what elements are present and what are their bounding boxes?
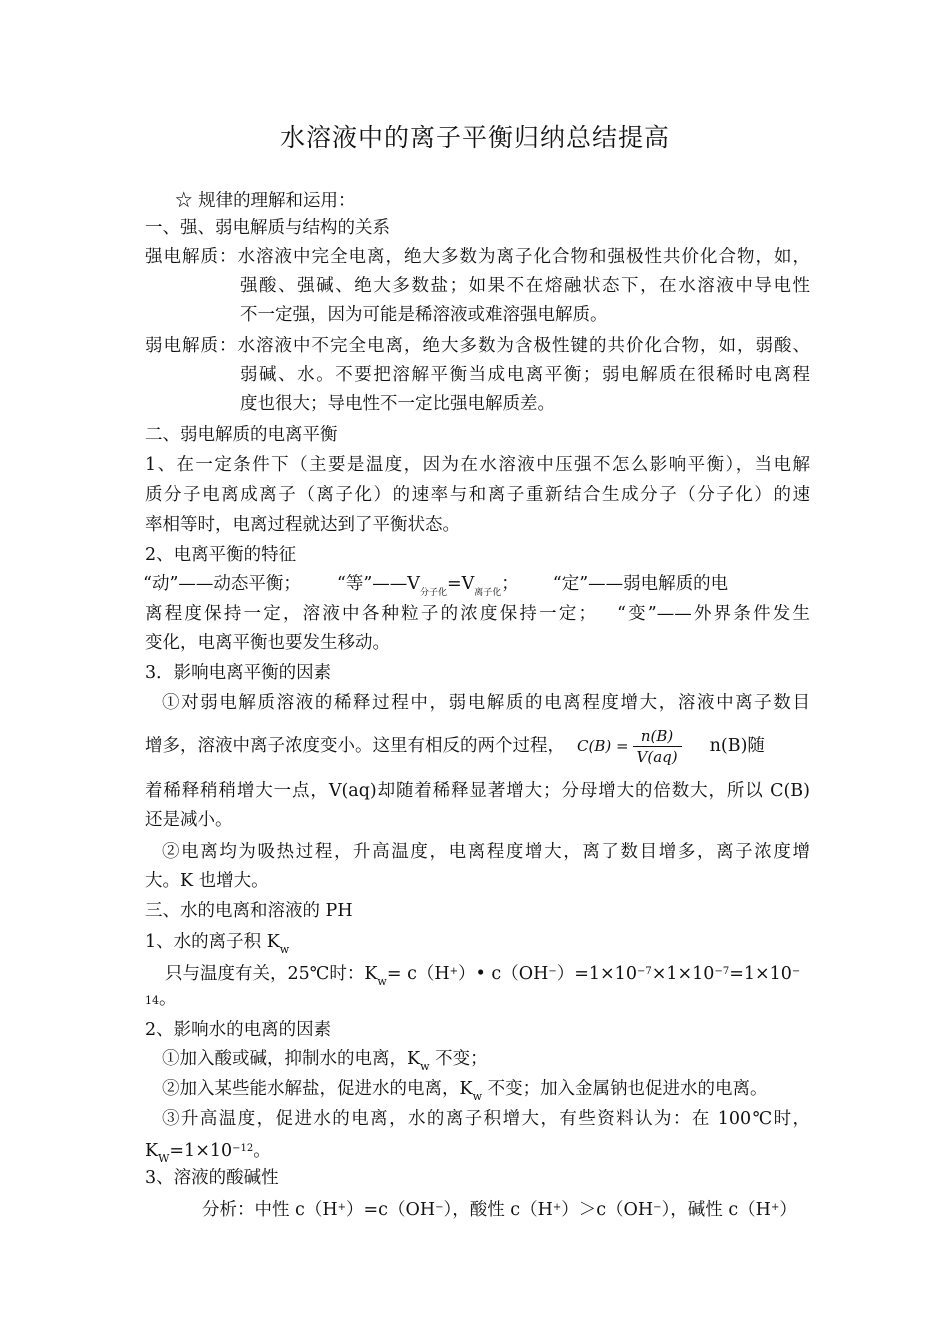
text-run: 。	[253, 1141, 271, 1161]
paragraph-line: ②电离均为吸热过程，升高温度，电离程度增大，离了数目增多，离子浓度增	[162, 842, 810, 862]
paragraph-line: 变化，电离平衡也要发生移动。	[145, 633, 390, 653]
superscript: +	[770, 1202, 780, 1213]
superscript: −7	[636, 966, 652, 977]
subscript: w	[420, 1060, 430, 1073]
superscript: −7	[714, 966, 730, 977]
subscript: w	[279, 943, 290, 956]
superscript: +	[337, 1202, 347, 1213]
text-run: 分析：中性 c（H	[202, 1200, 338, 1220]
subsection-heading: 2、电离平衡的特征	[145, 545, 297, 565]
section-heading-2: 二、弱电解质的电离平衡	[145, 425, 338, 445]
subsection-heading: 2、影响水的电离的因素	[145, 1020, 332, 1040]
text-run: K	[145, 1141, 159, 1161]
paragraph-line: 质分子电离成离子（离子化）的速率与和离子重新结合生成分子（分子化）的速	[145, 485, 810, 505]
paragraph-line: 弱电解质：水溶液中不完全电离，绝大多数为含极性键的共价化合物，如，弱酸、	[145, 336, 810, 356]
paragraph-line: 不一定强，因为可能是稀溶液或难溶强电解质。	[240, 305, 608, 325]
subsection-heading: 3．影响电离平衡的因素	[145, 663, 332, 683]
superscript: −	[548, 966, 557, 977]
paragraph-line	[202, 1193, 810, 1225]
section-heading-3: 三、水的电离和溶液的 PH	[145, 901, 353, 921]
paragraph-line: 大。K 也增大。	[145, 871, 269, 891]
text-run: ），碱性 c（H	[661, 1200, 771, 1220]
subscript: w	[377, 975, 387, 988]
text-run: “动”——动态平衡；	[143, 574, 301, 594]
paragraph-line: 1、在一定条件下（主要是温度，因为在水溶液中压强不怎么影响平衡），当电解	[145, 455, 810, 475]
superscript: +	[449, 966, 459, 977]
paragraph-line: 离程度保持一定，溶液中各种粒子的浓度保持一定； “变”——外界条件发生	[145, 604, 810, 624]
text-run: 只与温度有关，25℃时：K	[165, 964, 378, 984]
text-run: 1、水的离子积 K	[145, 932, 280, 952]
text-run: “定”——弱电解质的电	[552, 574, 729, 594]
subscript: w	[472, 1090, 482, 1103]
text-run: ①加入酸或碱，抑制水的电离，K	[162, 1049, 421, 1069]
paragraph-line: 强电解质：水溶液中完全电离，绝大多数为离子化合物和强极性共价化合物，如，	[145, 247, 810, 267]
text-run: =1×10	[729, 964, 792, 984]
superscript: −12	[232, 1143, 254, 1154]
section-heading-1: 一、强、弱电解质与结构的关系	[145, 218, 390, 238]
paragraph-line: 率相等时，电离过程就达到了平衡状态。	[145, 515, 460, 535]
text-run: ×1×10	[651, 964, 715, 984]
text-run: ）=c（OH	[346, 1200, 436, 1220]
text-run: ②加入某些能水解盐，促进水的电离，K	[162, 1079, 473, 1099]
superscript: 14	[145, 994, 159, 1007]
paragraph-line: 着稀释稍稍增大一点，V(aq)却随着稀释显著增大；分母增大的倍数大，所以 C(B)	[145, 781, 810, 801]
superscript: +	[552, 1202, 562, 1213]
subscript: W	[158, 1152, 170, 1165]
superscript: −	[791, 966, 801, 977]
paragraph-line: 强酸、强碱、绝大多数盐；如果不在熔融状态下，在水溶液中导电性	[240, 276, 810, 296]
subscript: 离子化	[474, 588, 502, 598]
paragraph-line: ①对弱电解质溶液的稀释过程中，弱电解质的电离程度增大，溶液中离子数目	[162, 693, 810, 713]
fraction-numerator: n(B)	[633, 726, 682, 747]
paragraph-line: ③升高温度，促进水的电离，水的离子积增大，有些资料认为：在 100℃时，	[162, 1109, 810, 1129]
text-run: “等”——V	[336, 574, 420, 594]
text-run: ）	[779, 1200, 797, 1220]
paragraph-line: 还是减小。	[145, 810, 233, 830]
page-title: 水溶液中的离子平衡归纳总结提高	[279, 123, 670, 152]
text-run: 不变；加入金属钠也促进水的电离。	[482, 1079, 768, 1099]
subsection-heading: 3、溶液的酸碱性	[145, 1168, 279, 1188]
text-run: ）• c（OH	[458, 964, 549, 984]
formula-fraction	[633, 726, 682, 767]
text-run: ）=1×10	[556, 964, 637, 984]
text-run: ；	[501, 574, 519, 594]
text-run: 增多，溶液中离子浓度变小。这里有相反的两个过程，	[145, 736, 565, 756]
paragraph-line: 度也很大；导电性不一定比强电解质差。	[240, 394, 555, 414]
text-run: = c（H	[386, 964, 450, 984]
text-run: ）＞c（OH	[561, 1200, 654, 1220]
superscript: −	[435, 1202, 444, 1213]
text-run: n(B)随	[709, 736, 765, 756]
paragraph-line	[145, 984, 810, 1016]
text-run: ），酸性 c（H	[443, 1200, 553, 1220]
text-run: =V	[446, 574, 475, 594]
text-run: 。	[159, 989, 177, 1009]
subscript: 分子化	[419, 588, 447, 598]
text-run: 不变；	[429, 1049, 488, 1069]
paragraph-line	[145, 724, 810, 768]
superscript: −	[653, 1202, 662, 1213]
formula-lhs: C(B) =	[577, 737, 629, 755]
fraction-denominator: V(aq)	[636, 748, 678, 766]
rule-heading: ☆ 规律的理解和运用：	[175, 191, 356, 211]
text-run: =1×10	[169, 1141, 233, 1161]
paragraph-line: 弱碱、水。不要把溶解平衡当成电离平衡；弱电解质在很稀时电离程	[240, 365, 810, 385]
